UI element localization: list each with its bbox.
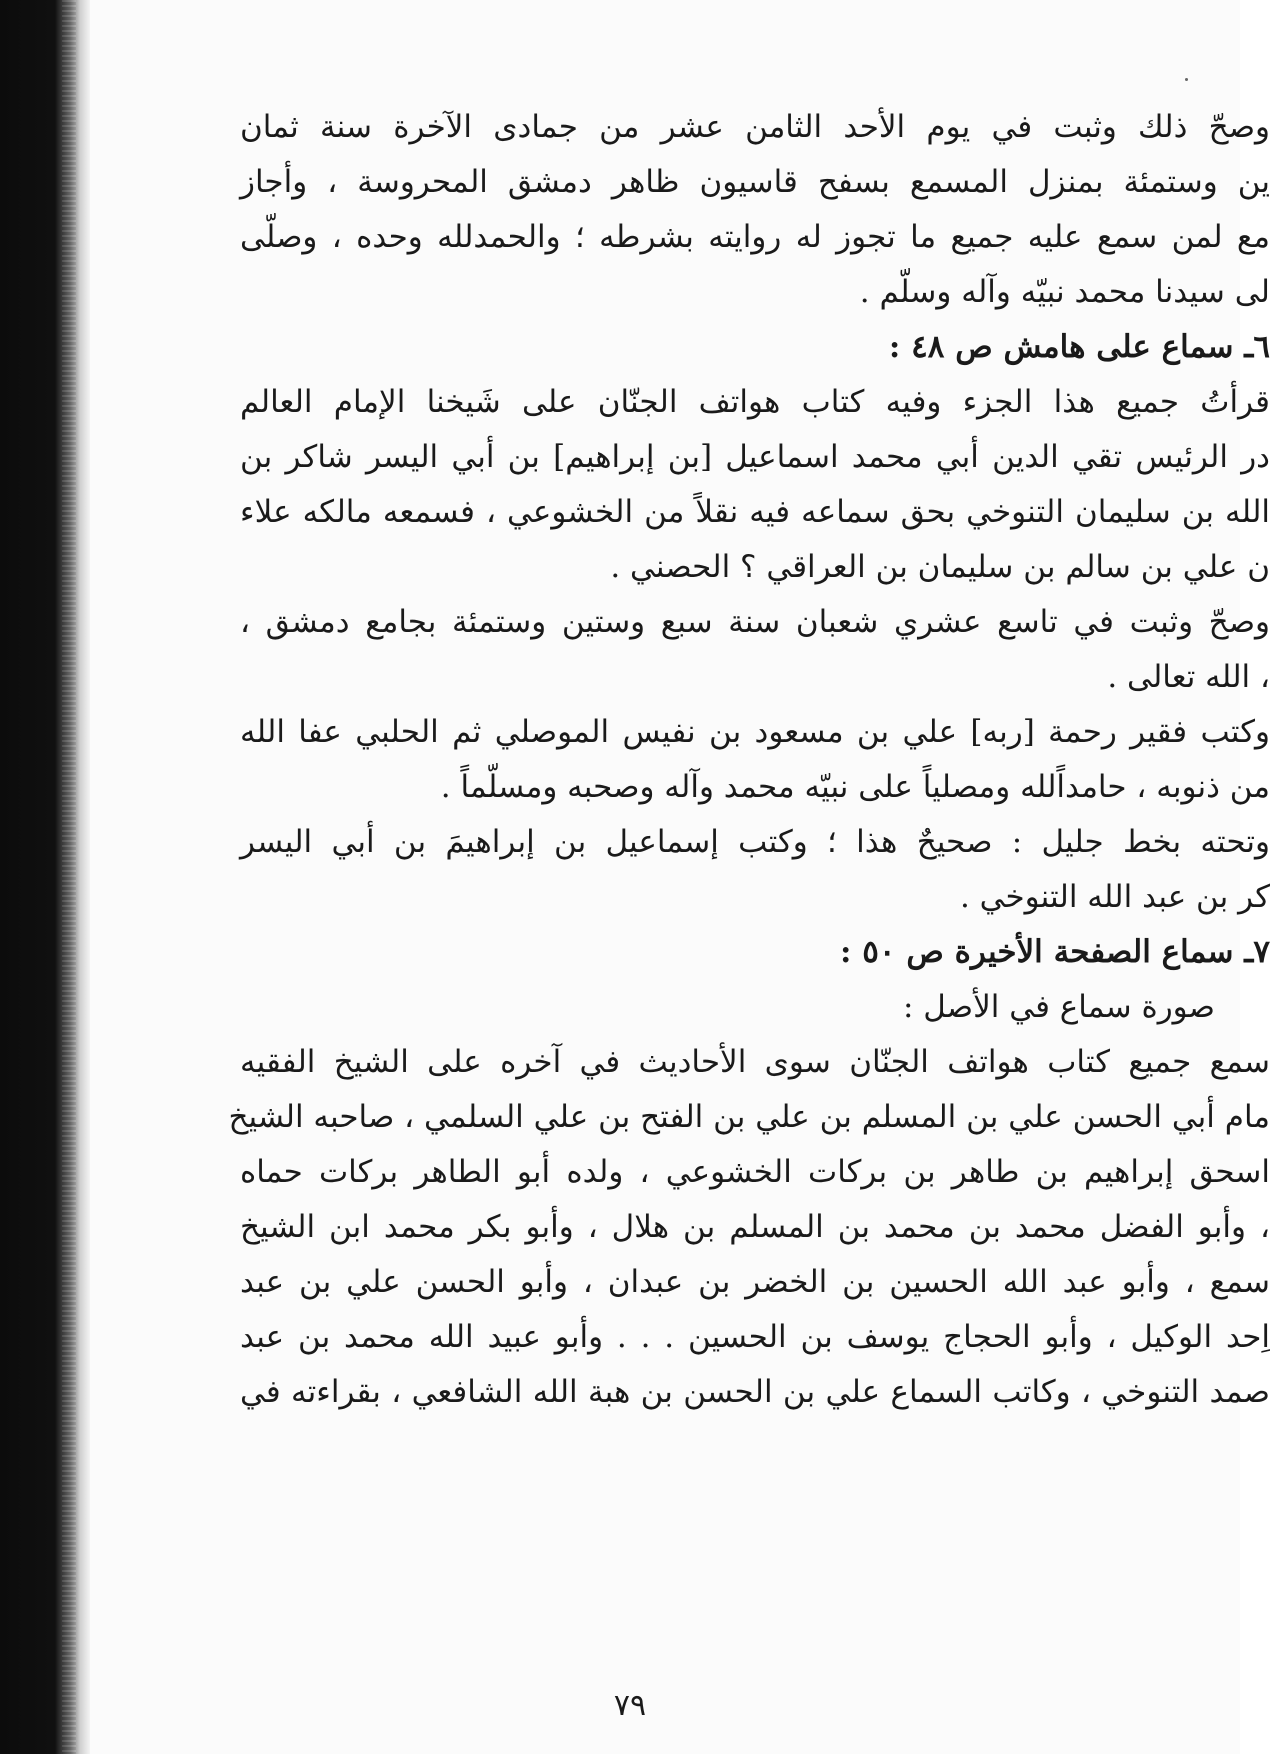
body-text — [228, 100, 1270, 1420]
text-line: من ذنوبه ، حامداًلله ومصلياً على نبيّه محمد وآله وصحبه ومسلّماً . — [440, 769, 1270, 805]
text-line: الله بن سليمان التنوخي بحق سماعه فيه نقلاً من الخشوعي ، فسمعه مالكه علاء — [240, 494, 1270, 530]
book-binding-shadow — [0, 0, 90, 1754]
text-line: ن علي بن سالم بن سليمان بن العراقي ؟ الحصني . — [610, 549, 1270, 585]
text-line: سمع جميع كتاب هواتف الجنّان سوى الأحاديث في آخره على الشيخ الفقيه — [240, 1044, 1270, 1080]
section-heading-6: ٦ـ سماع على هامش ص ٤٨ : — [888, 329, 1270, 365]
text-line: مام أبي الحسن علي بن المسلم بن علي بن الفتح بن علي السلمي ، صاحبه الشيخ — [228, 1099, 1270, 1135]
text-line: وصحّ وثبت في تاسع عشري شعبان سنة سبع وستين وستمئة بجامع دمشق ، — [240, 604, 1270, 640]
text-line: كر بن عبد الله التنوخي . — [959, 879, 1270, 915]
text-line: اسحق إبراهيم بن طاهر بن بركات الخشوعي ، ولده أبو الطاهر بركات حماه — [240, 1154, 1270, 1190]
text-line: صمد التنوخي ، وكاتب السماع علي بن الحسن بن هبة الله الشافعي ، بقراءته في — [240, 1374, 1270, 1410]
text-line: سمع ، وأبو عبد الله الحسين بن الخضر بن عبدان ، وأبو الحسن علي بن عبد — [240, 1264, 1270, 1300]
text-line: وتحته بخط جليل : صحيحٌ هذا ؛ وكتب إسماعيل بن إبراهيمَ بن أبي اليسر — [240, 824, 1270, 860]
text-line: اِحد الوكيل ، وأبو الحجاج يوسف بن الحسين . . . وأبو عبيد الله محمد بن عبد — [240, 1319, 1270, 1355]
text-line: در الرئيس تقي الدين أبي محمد اسماعيل [بن إبراهيم] بن أبي اليسر شاكر بن — [240, 439, 1270, 475]
page-number: ٧٩ — [613, 1688, 647, 1723]
text-line: قرأتُ جميع هذا الجزء وفيه كتاب هواتف الجنّان على شَيخنا الإمام العالم — [240, 384, 1270, 420]
text-line: وكتب فقير رحمة [ربه] علي بن مسعود بن نفيس الموصلي ثم الحلبي عفا الله — [240, 714, 1270, 750]
text-line: وصحّ ذلك وثبت في يوم الأحد الثامن عشر من جمادى الآخرة سنة ثمان — [240, 109, 1270, 145]
text-line: ين وستمئة بمنزل المسمع بسفح قاسيون ظاهر دمشق المحروسة ، وأجاز — [240, 164, 1270, 200]
text-line: ، وأبو الفضل محمد بن محمد بن المسلم بن هلال ، وأبو بكر محمد ابن الشيخ — [240, 1209, 1270, 1245]
text-line: ، الله تعالى . — [1107, 659, 1270, 695]
binding-texture — [62, 0, 76, 1754]
text-line: صورة سماع في الأصل : — [903, 989, 1215, 1025]
text-line: مع لمن سمع عليه جميع ما تجوز له روايته بشرطه ؛ والحمدلله وحده ، وصلّى — [240, 219, 1270, 255]
text-line: لى سيدنا محمد نبيّه وآله وسلّم . — [859, 274, 1270, 310]
scan-speck — [1185, 78, 1188, 81]
section-heading-7: ٧ـ سماع الصفحة الأخيرة ص ٥٠ : — [840, 934, 1270, 970]
